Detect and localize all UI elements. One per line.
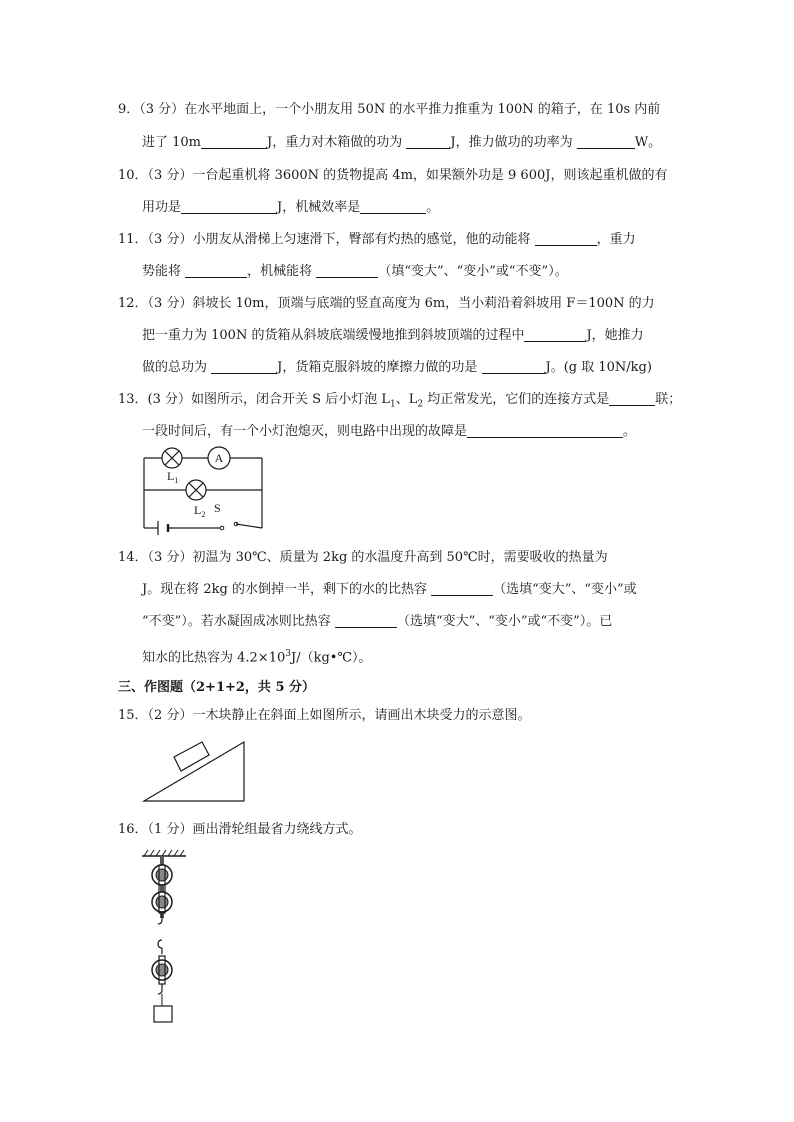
question-15: 15．（2 分）一木块静止在斜面上如图所示，请画出木块受力的示意图。	[118, 708, 531, 723]
question-11-text-a: 11．（3 分）小朋友从滑梯上匀速滑下，臀部有灼热的感觉，他的动能将	[118, 232, 531, 247]
question-13-line-2	[142, 422, 636, 442]
ammeter-label: A	[214, 451, 224, 465]
lamp-1-symbol	[162, 448, 182, 468]
wood-block	[174, 742, 209, 771]
question-12-text-b: J，她推力	[586, 328, 644, 343]
lamp-2-symbol	[186, 480, 206, 500]
ammeter-symbol	[208, 447, 230, 469]
question-9-text-c: J，推力做功的功率为	[450, 135, 573, 150]
question-10-text-b: J，机械效率是	[277, 200, 361, 215]
question-10-line-2	[142, 198, 439, 218]
question-14-text-b: （选填“变大”、“变小”或	[493, 582, 637, 597]
question-11-text-c: 势能将	[142, 264, 182, 279]
question-10-text-c: 。	[426, 200, 440, 215]
question-9-text-a: 进了 10m	[142, 135, 202, 150]
answer-blank	[609, 391, 655, 406]
question-14-line-1: 14．（3 分）初温为 30℃、质量为 2kg 的水温度升高到 50℃时，需要吸收的热量为	[118, 550, 608, 565]
question-12-text-c: 做的总功为	[142, 360, 208, 375]
question-13-text-sep: 、L	[395, 392, 418, 407]
answer-blank	[316, 263, 378, 278]
answer-blank	[360, 199, 426, 214]
question-14-text-d: （选填“变大”、“变小”或“不变”）。已	[396, 614, 613, 629]
question-9-text-d: W。	[634, 135, 662, 150]
question-14-text-c: “不变”）。若水凝固成冰则比热容	[142, 614, 331, 629]
pulley-system-diagram	[140, 848, 190, 1026]
section-heading: 三、作图题（2+1+2，共 5 分）	[118, 680, 316, 695]
answer-blank	[185, 263, 247, 278]
question-12-text-a: 把一重力为 100N 的货箱从斜坡底端缓慢地推到斜坡顶端的过程中	[142, 328, 525, 343]
question-10-line-1: 10．（3 分）一台起重机将 3600N 的货物提高 4m，如果额外功是 9 600J，则该起重机做的有	[118, 168, 668, 183]
answer-blank	[181, 199, 277, 214]
answer-blank	[535, 231, 597, 246]
question-11-line-2	[142, 262, 568, 282]
question-13-text-a: 13．(3 分）如图所示，闭合开关 S 后小灯泡 L	[118, 392, 390, 407]
question-11-text-b: ，重力	[596, 232, 636, 247]
answer-blank	[577, 134, 635, 149]
answer-blank	[467, 423, 623, 438]
question-11-line-1	[118, 230, 636, 250]
question-14-line-2	[142, 580, 637, 600]
circuit-diagram	[138, 440, 270, 536]
question-12-line-2	[142, 326, 644, 346]
question-14-text-a: J。现在将 2kg 的水倒掉一半，剩下的水的比热容	[142, 582, 427, 597]
question-12-text-e: J。(g 取 10N/kg)	[545, 360, 652, 375]
question-9-text-b: J，重力对木箱做的功为	[267, 135, 403, 150]
question-11-text-d: ，机械能将	[247, 264, 313, 279]
lamp-2-label: $L_2$	[194, 503, 206, 519]
question-13-text-c: 联；	[655, 392, 682, 407]
question-14-line-3	[142, 612, 612, 632]
question-13-line-1	[118, 390, 681, 415]
movable-pulley	[152, 940, 172, 1006]
answer-blank	[201, 134, 267, 149]
question-9-line-1: 9．（3 分）在水平地面上，一个小朋友用 50N 的水平推力推重为 100N 的箱子，在 10s 内前	[118, 102, 661, 117]
answer-blank	[524, 327, 586, 342]
switch-symbol	[220, 522, 238, 530]
hook	[158, 940, 162, 948]
answer-blank	[406, 134, 450, 149]
answer-blank	[431, 581, 493, 596]
answer-blank	[211, 359, 277, 374]
question-12-line-3	[142, 358, 652, 378]
switch-label: S	[214, 501, 221, 515]
answer-blank	[335, 613, 397, 628]
question-9-line-2	[142, 133, 661, 153]
load-weight	[154, 1006, 172, 1022]
question-13-text-b: 均正常发光，它们的连接方式是	[427, 392, 610, 407]
question-12-line-1: 12．（3 分）斜坡长 10m，顶端与底端的竖直高度为 6m，当小莉沿着斜坡用 F＝100N 的力	[118, 296, 655, 311]
lamp-1-label: $L_1$	[167, 469, 179, 485]
subscript: 2	[417, 399, 424, 410]
subscript: 1	[389, 399, 396, 410]
superscript: 3	[285, 649, 291, 659]
question-13-text-e: 。	[623, 424, 637, 439]
question-14-text-f: J/（kg•℃）。	[290, 650, 372, 666]
question-16: 16．（1 分）画出滑轮组最省力绕线方式。	[118, 822, 362, 837]
question-10-text-a: 用功是	[142, 200, 182, 215]
incline-diagram	[140, 738, 250, 804]
fixed-pulley-block	[152, 856, 172, 924]
ceiling	[142, 850, 186, 856]
question-12-text-d: J，货箱克服斜坡的摩擦力做的功是	[277, 360, 478, 375]
battery-symbol	[158, 521, 168, 535]
question-14-line-4	[142, 644, 372, 668]
answer-blank	[482, 359, 546, 374]
question-14-text-e: 知水的比热容为 4.2×10	[142, 650, 286, 666]
question-11-text-e: （填“变大”、“变小”或“不变”）。	[378, 264, 568, 279]
question-13-text-d: 一段时间后，有一个小灯泡熄灭，则电路中出现的故障是	[142, 424, 468, 439]
